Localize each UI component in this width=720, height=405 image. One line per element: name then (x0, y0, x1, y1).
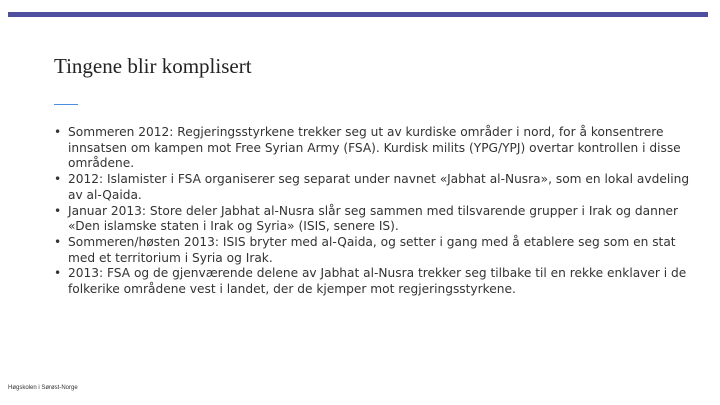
bullet-item-1 (52, 125, 692, 172)
bullet-icon: • (54, 234, 62, 249)
bullet-item-2 (52, 172, 692, 203)
bullet-text: 2013: FSA og de gjenværende delene av Jabhat al-Nusra trekker seg tilbake til en rekke enklaver i de folkerike områdene vest i landet, der de kjemper mot regjeringsstyrkene. (68, 266, 687, 297)
bullet-item-3 (52, 204, 692, 235)
bullet-icon: • (54, 203, 62, 218)
bullet-item-5 (52, 266, 692, 297)
bullet-icon: • (54, 266, 62, 281)
bullet-text: 2012: Islamister i FSA organiserer seg separat under navnet «Jabhat al-Nusra», som en lokal avdeling av al-Qaida. (68, 172, 690, 202)
bullet-text: Sommeren 2012: Regjeringsstyrkene trekker seg ut av kurdiske områder i nord, for å konsentrere innsatsen om kampen mot Free Syrian Army (FSA). Kurdisk milits (YPG/YPJ) overtar kontrollen i disse områdene. (68, 125, 681, 171)
top-accent-bar (8, 12, 708, 17)
bullet-icon: • (54, 125, 62, 139)
footer-institution: Høgskolen i Sørøst-Norge (8, 385, 78, 391)
bullet-text: Januar 2013: Store deler Jabhat al-Nusra slår seg sammen med tilsvarende grupper i Irak og danner «Den islamske staten i Irak og Syria» (ISIS, senere IS). (68, 203, 679, 234)
slide-title: Tingene blir komplisert (54, 54, 252, 78)
title-underline (54, 104, 78, 105)
bullet-item-4 (52, 235, 692, 266)
bullet-list (52, 125, 692, 298)
bullet-icon: • (54, 172, 62, 187)
bullet-text: Sommeren/høsten 2013: ISIS bryter med al-Qaida, og setter i gang med å etablere seg som en stat med et territorium i Syria og Irak. (68, 234, 676, 265)
